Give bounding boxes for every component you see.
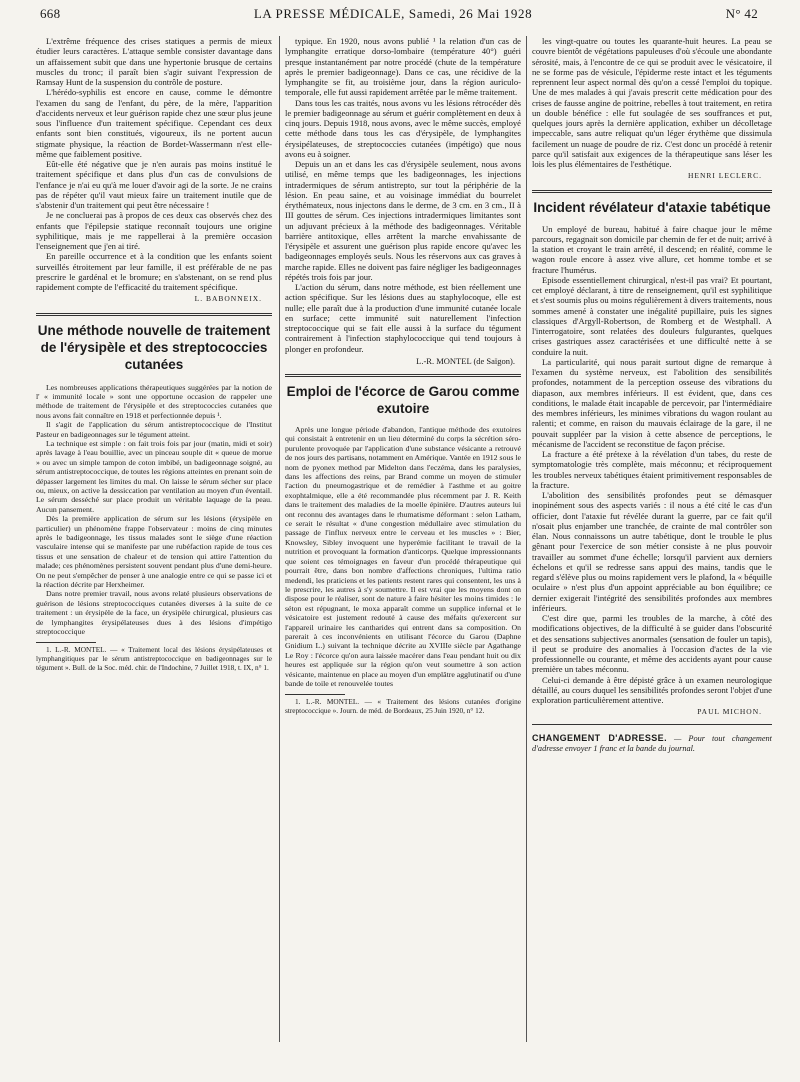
paragraph: Dès la première application de sérum sur les lésions (érysipèle en particulier) un phénomène frappe l'observateur : moins de cinq minutes après le badigeonnage, les tissus malades sont le siège d'une réaction vasculaire intense qui se manifeste par une rubéfaction rapide de tous ces tissus et une sensation de chaleur et de tension qui attire l'attention du malade; ces phénomènes persistent souvent pendant plus d'une demi-heure. On ne peut s'empêcher de penser à une analogie entre ce qui se passe ici et la réaction décrite par Herxheimer. <box>36 514 272 590</box>
footnote-rule <box>36 642 96 643</box>
paragraph: Dans tous les cas traités, nous avons vu les lésions rétrocéder dès le premier badigeonnage au sérum et guérir complètement en deux à cinq jours. Depuis 1918, nous avons, avec le même succès, employé cette méthode dans tous les cas d'érysipèle, de lymphangites érysipélateuses, de streptococcies cutanées (impétigo) que nous avons eu à soigner. <box>285 97 521 159</box>
article-body <box>36 383 272 637</box>
section-divider <box>532 724 772 725</box>
journal-title <box>254 6 532 22</box>
column-1 <box>36 36 272 1074</box>
author-signature: L. BABONNEIX. <box>194 294 262 304</box>
paragraph: Depuis un an et dans les cas d'érysipèle seulement, nous avons utilisé, en même temps que les badigeonnages, les injections intradermiques de sérum antistrepto, sur tout la périphérie de la lésion. En peau saine, et au voisinage immédiat du bourrelet érythémateux, nous injectons dans le derme, de 3 cm. en 3 cm., II à III gouttes de sérum. Ces injections intradermiques limitantes sont un adjuvant précieux à la méthode des badigeonnages. Véritable barrière antitoxique, elles arrêtent la marche envahissante de l'érysipèle et assurent une guérison plus rapide encore qu'avec les badigeonnages employés seuls. Nous les réservons aux cas graves à marche rapide. Elles ne doivent pas faire négliger les badigeonnages répétés trois fois par jour. <box>285 159 521 282</box>
paragraph: La technique est simple : on fait trois fois par jour (matin, midi et soir) après lavage à l'eau bouillie, avec un pinceau souple dit « queue de morue » ou avec un simple tampon de coton imbibé, un badigeonnage soigné, au sérum antistreptococcique, de toutes les régions atteintes en prenant soin de dépasser largement les limites du mal. On laisse le sérum sécher sur place ou, mieux, on active la dessiccation par ventilation au moyen d'un éventail. Le sérum desséché sur place produit un véritable laquage de la peau. Aucun pansement. <box>36 438 272 514</box>
author-signature: PAUL MICHON. <box>697 707 762 717</box>
column-rule <box>279 36 280 1042</box>
paragraph: Les nombreuses applications thérapeutiques suggérées par la notion de l' « immunité locale » sont une opportune occasion de rappeler une méthode de traitement de l'érysipèle et des streptococcies cutanées que nous avons fait connaître en 1918 et perfectionnée depuis ¹. <box>36 382 272 420</box>
footnote: 1. L.-R. MONTEL. — « Traitement local des lésions érysipélateuses et lymphangitiques par le sérum antistreptococcique en badigeonnages sur le tégument ». Bull. de la Soc. méd. chir. de l'Indochine, 7 Juillet 1918, t. IX, n° 1. <box>36 645 272 673</box>
paragraph: les vingt-quatre ou toutes les quarante-huit heures. La peau se couvre bientôt de végétations papuleuses d'où s'écoule une abondante sérosité, mais, à l'encontre de ce qui se produit avec le vésicatoire, il ne se forme pas de vésicule, l'épiderme reste intact et les téguments reprennent leur aspect normal dès qu'on a cessé l'emploi du topique. Une de mes malades à qui j'avais prescrit cette médication pour des crises de fausse angine de poitrine, rebelles à tout traitement, en retira un double bénéfice : elle fut soulagée de ses souffrances et put, quelques jours après la dernière application, exhiber un décolletage impeccable, sans autre reliquat qu'un léger érythème que dissimula facilement un nuage de poudre de riz. C'est donc un procédé à retenir parce qu'il satisfait aux exigences de la thérapeutique sans léser les lois les plus élémentaires de l'esthétique. <box>532 36 772 169</box>
paragraph: La fracture a été prétexe à la révélation d'un tabes, du reste de symptomatologie très complète, mais méconnu; et réciproquement les troubles nerveux tabétiques étaient primitivement responsables de la fracture. <box>532 449 772 490</box>
paragraph: Celui-ci demande à être dépisté grâce à un examen neurologique détaillé, au cours duquel les sensibilités profondes seront l'objet d'une exploration particulièrement attentive. <box>532 674 772 705</box>
notice-text: — Pour tout changement d'adresse envoyer 1 franc et la bande du journal. <box>532 733 772 753</box>
paragraph: C'est dire que, parmi les troubles de la marche, à côté des modifications objectives, de la difficulté à se guider dans l'obscurité et des sensations subjectives anormales (sensation de fouler un tapis), il peut se produire des anomalies à l'occasion d'actes de la vie professionnelle ou courante, et même des accidents ayant pour cause première un tabes méconnu. <box>532 613 772 675</box>
paragraph: L'hérédo-syphilis est encore en cause, comme le démontre l'examen du sang de l'enfant, du père, de la mère, l'apparition d'accidents nerveux et leur guérison rapide chez une sœur plus jeune sous l'influence d'un traitement spécifique. Cependant ces deux enfants sont bien constitués, vigoureux, ils ne portent aucun stigmate physique, la réaction de Bordet-Wassermann n'est elle-même que faiblement positive. <box>36 87 272 159</box>
paragraph: typique. En 1920, nous avons publié ¹ la relation d'un cas de lymphangite erratique dorso-lombaire (température 40°) guéri presque instantanément par notre procédé (chute de la température après le premier badigeonnage). Dans ce cas, une récidive de la lymphangite se fit, au troisième jour, dans la région auriculo-temporale, elle fut aussi rapidement arrêtée par le même traitement. <box>285 36 521 98</box>
section-divider <box>36 313 272 316</box>
notice-heading: CHANGEMENT D'ADRESSE. <box>532 732 667 743</box>
column-3 <box>532 36 772 1074</box>
page-number: 668 <box>40 6 61 21</box>
column-rule <box>526 36 527 1042</box>
section-divider <box>532 190 772 193</box>
footnote-rule <box>285 694 345 695</box>
paragraph: Episode essentiellement chirurgical, n'est-il pas vrai? Et pourtant, cet employé déclarant, à titre de renseignement, qu'il est syphilitique et s'est soumis plus ou moins régulièrement à divers traitements, nous sommes amené à constater une inégalité pupillaire, puis les signes classiques d'Argyll-Robertson, de Romberg et de Westphall. A l'interrogatoire, sont relatées des douleurs fulgurantes, quelques crises gastriques assez caractérisées et une difficulté nette à se conduire la nuit. <box>532 274 772 357</box>
author-signature: L.-R. MONTEL (de Saïgon). <box>416 355 515 366</box>
author-signature: HENRI LECLERC. <box>688 171 762 181</box>
paragraph: L'abolition des sensibilités profondes peut se démasquer inopinément sous des aspects variés : il nous a été cité le cas d'un officier, dont l'ataxie fut révélée durant la guerre, par ce fait qu'il n'osait plus enjamber une tranchée, de crainte de mal contrôler son élan. Nous connaissons un autre tabétique, dont le trouble le plus gênant pour l'exercice de son métier consiste à ne plus pouvoir travailler au sommet d'une échelle; lorsqu'il parvient aux derniers échelons et qu'il se redresse sans appui des mains, tandis que le regard s'élève plus ou moins rapidement vers le plafond, la « béquille oculaire » n'est plus d'un appoint appréciable au bon équilibre; ce dernier exigerait l'intégrité des sensibilités profondes aux membres inférieurs. <box>532 490 772 613</box>
paragraph: Après une longue période d'abandon, l'antique méthode des exutoires qui consistait à entretenir en un lieu déterminé du corps la sécrétion séro-purulente provoquée par l'application d'une substance vésicante a retrouvé de nos jours des partisans, notamment en Amérique. Vantée en 1912 sous le nom de pyonex method par Midelton dans l'eczéma, dans les paralysies, dans les affections des reins, par Brand comme un moyen de stimuler l'action du pneumogastrique et de remédier à l'asthme et au goitre exophtalmique, elle a été recommandée plus récemment par J. R. Keith dans le traitement des maladies de la moelle épinière. D'autres auteurs lui ont reconnu des avantages dans le rhumatisme déformant : selon Latham, ce serait le résultat « d'une congestion médullaire avec stimulation du passage de l'influx nerveux entre le cerveau et les muscles » : Bier, Knowsley, Sibley invoquent une hyperémie facilitant le travail de la nutrition et provoquant la formation d'anticorps. Quelque impressionnants que soient ces témoignages en faveur d'un procédé thérapeutique qui pourrait être, dans bon nombre d'affections chroniques, l'ultima ratio medendi, les praticiens et les patients restent rares qui consentent, les uns à le prescrire, les autres à s'y soumettre. Il est vrai que les moyens dont on dispose pour le réaliser, sont de nature à faire hésiter les moins timides : le séton est répugnant, le moxa apparaît comme un supplice infernal et le vésicatoire est justement redouté à cause des méfaits qu'exercent sur l'appareil urinaire les cantharides qui entrent dans sa composition. On parerait à ces inconvénients en utilisant l'écorce du Garou (Daphne Gnidium L.) suivant la technique décrite au XVIIIe siècle par Agathange Le Roy : l'écorce qu'on aura laissée macérer dans l'eau pendant huit ou dix heures est appliquée sur la région qu'on veut soumettre à son action vésicante, maintenue en place au moyen d'un emplâtre agglutinatif ou d'une bande de toile et renouvelée toutes <box>285 425 521 688</box>
issue-date: Samedi, 26 Mai 1928 <box>408 6 533 21</box>
paragraph: L'extrême fréquence des crises statiques a permis de mieux étudier leurs caractères. L'attaque semble consister davantage dans un affaissement subit que dans une hypertonie brusque de certains muscles du tronc; il paraît bien s'agir suivant l'expression de Ramsay Hunt de la suspension du contrôle de posture. <box>36 36 272 87</box>
address-change-notice <box>532 733 772 754</box>
paragraph: L'action du sérum, dans notre méthode, est bien réellement une action spécifique. Sur les lésions dues au staphylocoque, elle est nulle; elle paraît due à la production d'une immunité cutanée locale en surface; cette immunité suit naturellement l'infection streptococcique qui se fait elle aussi à la surface du tégument contrairement à l'infection staphylococcique qui tend toujours à plonger en profondeur. <box>285 282 521 354</box>
column-2 <box>285 36 521 1074</box>
article-title: Incident révélateur d'ataxie tabétique <box>533 199 771 215</box>
footnote: 1. L.-R. MONTEL. — « Traitement des lésions cutanées d'origine streptococcique ». Journ. de méd. de Bordeaux, 25 Juin 1920, n° 12. <box>285 697 521 716</box>
section-divider <box>285 374 521 377</box>
article-body <box>285 425 521 688</box>
paragraph: Eût-elle été négative que je n'en aurais pas moins institué le traitement spécifique et dans plus d'un cas de convulsions de l'enfance je n'ai eu qu'à me louer d'avoir agi de la sorte. Je ne crains pas de répéter qu'il vaut mieux faire un traitement inutile que de s'abstenir d'un traitement qui peut être nécessaire ! <box>36 159 272 210</box>
journal-name: LA PRESSE MÉDICALE, <box>253 6 406 21</box>
paragraph: Je ne concluerai pas à propos de ces deux cas observés chez des enfants que l'épilepsie statique reconnaît toujours une origine syphilitique, mais je me rappellerai à la première occasion l'enseignement que j'en ai tiré. <box>36 210 272 251</box>
article-title: Emploi de l'écorce de Garou comme exutoire <box>286 384 520 416</box>
paragraph: Dans notre premier travail, nous avons relaté plusieurs observations de guérison de lésions streptococciques cutanées diverses à la suite de ce traitement : un érysipèle de la face, un érysipèle chirurgical, plusieurs cas de lymphangites érysipélateuses dues à des lésions d'impétigo streptococcique <box>36 589 272 637</box>
paragraph: Il s'agit de l'application du sérum antistreptococcique de l'Institut Pasteur en badigeonnages sur le tégument atteint. <box>36 420 272 439</box>
paragraph: La particularité, qui nous parait surtout digne de remarque à l'examen du système nerveux, est l'abolition des sensibilités profondes, notamment de la perception osseuse des vibrations du diapason, aux membres inférieurs. Il est évident, que, dans ces conditions, le malade était incapable de percevoir, par l'intermédiaire des membres inférieurs, les minimes vibrations du wagon roulant au ralenti; et comme, en raison du mauvais éclairage de la gare, il ne pouvait suppléer par la vision à cette absence de perceptions, le mécanisme de l'accident se reconstitue de façon précise. <box>532 356 772 449</box>
paragraph: En pareille occurrence et à la condition que les enfants soient surveillés étroitement par leur famille, il est préférable de ne pas prescrire le gardénal et le bromure; en s'abstenant, on se rend plus rapidement compte de l'efficacité du traitement spécifique. <box>36 251 272 292</box>
article-title: Une méthode nouvelle de traitement de l'érysipèle et des streptococcies cutanées <box>37 322 271 372</box>
page-header <box>40 6 758 28</box>
paragraph: Un employé de bureau, habitué à faire chaque jour le même parcours, regagnait son domicile par chemin de fer et de nuit; arrivé à la station et croyant le train arrêté, il descend; en réalité, comme le wagon roule encore à assez vive allure, cet homme tombe et se fracture l'humérus. <box>532 223 772 275</box>
issue-number: N° 42 <box>725 6 758 21</box>
